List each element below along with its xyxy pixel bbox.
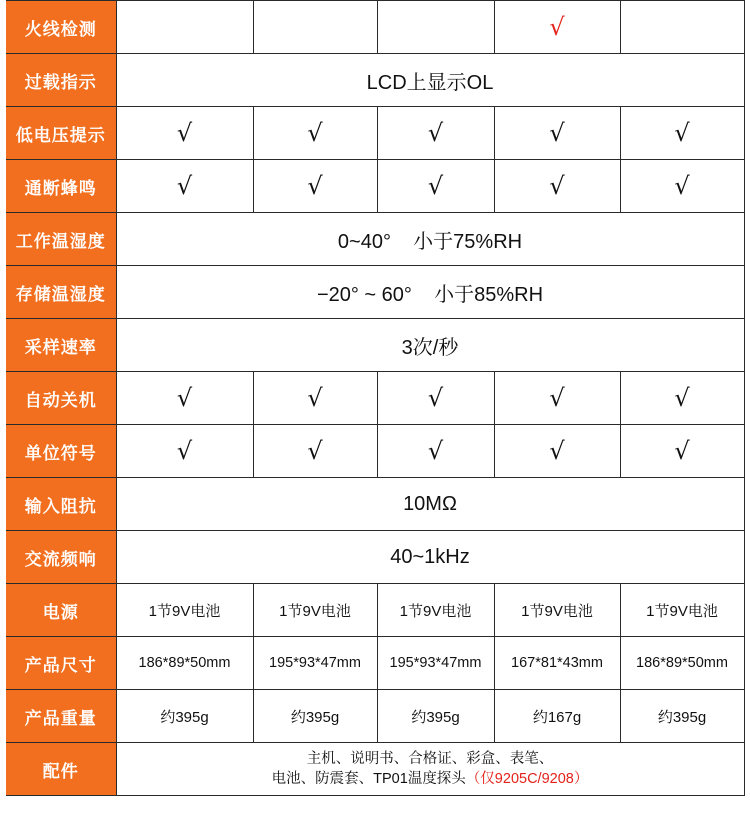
table-row-auto-off — [6, 372, 744, 425]
weight-cell: 约395g — [116, 690, 253, 743]
check-mark: √ — [253, 372, 377, 425]
table-row-power — [6, 584, 744, 637]
operating-env-value: 0~40° 小于75%RH — [116, 213, 744, 266]
check-mark: √ — [377, 160, 494, 213]
check-mark: √ — [620, 160, 744, 213]
accessories-line-1: 主机、说明书、合格证、彩盒、表笔、 — [306, 751, 554, 767]
check-mark: √ — [116, 425, 253, 478]
row-label: 火线检测 — [6, 1, 116, 54]
sample-rate-value: 3次/秒 — [116, 319, 744, 372]
weight-cell: 约395g — [377, 690, 494, 743]
table-row-live-wire — [6, 1, 744, 54]
input-impedance-value: 10MΩ — [116, 478, 744, 531]
table-row-unit-symbol — [6, 425, 744, 478]
check-mark: √ — [494, 372, 620, 425]
row-label: 过载指示 — [6, 54, 116, 107]
table-row-storage-env — [6, 266, 744, 319]
row-label: 产品重量 — [6, 690, 116, 743]
size-cell: 186*89*50mm — [116, 637, 253, 690]
row-label: 自动关机 — [6, 372, 116, 425]
check-mark: √ — [620, 372, 744, 425]
spec-table-container — [6, 0, 744, 796]
weight-cell: 约395g — [253, 690, 377, 743]
power-cell: 1节9V电池 — [377, 584, 494, 637]
accessories-model-note: （仅9205C/9208） — [465, 771, 589, 787]
check-mark: √ — [494, 425, 620, 478]
live-wire-check-mark: √ — [494, 1, 620, 54]
size-cell: 195*93*47mm — [253, 637, 377, 690]
power-cell: 1节9V电池 — [253, 584, 377, 637]
table-row-continuity — [6, 160, 744, 213]
ac-response-value: 40~1kHz — [116, 531, 744, 584]
table-row-sample-rate — [6, 319, 744, 372]
weight-cell: 约167g — [494, 690, 620, 743]
table-row-size — [6, 637, 744, 690]
storage-env-value: −20° ~ 60° 小于85%RH — [116, 266, 744, 319]
check-mark: √ — [377, 372, 494, 425]
overload-value: LCD上显示OL — [116, 54, 744, 107]
check-mark: √ — [116, 160, 253, 213]
table-row-input-impedance — [6, 478, 744, 531]
live-wire-cell — [620, 1, 744, 54]
spec-table — [6, 0, 745, 796]
accessories-line-2 — [117, 769, 744, 789]
table-row-overload — [6, 54, 744, 107]
power-cell: 1节9V电池 — [494, 584, 620, 637]
check-mark: √ — [377, 107, 494, 160]
size-cell: 186*89*50mm — [620, 637, 744, 690]
check-mark: √ — [116, 107, 253, 160]
check-mark: √ — [494, 160, 620, 213]
row-label: 电源 — [6, 584, 116, 637]
table-row-weight — [6, 690, 744, 743]
table-row-ac-response — [6, 531, 744, 584]
check-mark: √ — [116, 372, 253, 425]
row-label: 通断蜂鸣 — [6, 160, 116, 213]
row-label: 交流频响 — [6, 531, 116, 584]
power-cell: 1节9V电池 — [116, 584, 253, 637]
accessories-line-2-text: 电池、防震套、TP01温度探头 — [271, 771, 466, 787]
row-label: 单位符号 — [6, 425, 116, 478]
row-label: 采样速率 — [6, 319, 116, 372]
table-row-operating-env — [6, 213, 744, 266]
table-row-low-battery — [6, 107, 744, 160]
row-label: 产品尺寸 — [6, 637, 116, 690]
weight-cell: 约395g — [620, 690, 744, 743]
check-mark: √ — [620, 425, 744, 478]
row-label: 存储温湿度 — [6, 266, 116, 319]
row-label: 工作温湿度 — [6, 213, 116, 266]
row-label: 低电压提示 — [6, 107, 116, 160]
check-mark: √ — [253, 107, 377, 160]
table-row-accessories — [6, 743, 744, 796]
check-mark: √ — [620, 107, 744, 160]
check-mark: √ — [494, 107, 620, 160]
row-label: 输入阻抗 — [6, 478, 116, 531]
size-cell: 195*93*47mm — [377, 637, 494, 690]
size-cell: 167*81*43mm — [494, 637, 620, 690]
check-mark: √ — [253, 425, 377, 478]
check-mark: √ — [253, 160, 377, 213]
live-wire-cell — [116, 1, 253, 54]
row-label: 配件 — [6, 743, 116, 796]
power-cell: 1节9V电池 — [620, 584, 744, 637]
live-wire-cell — [377, 1, 494, 54]
check-mark: √ — [377, 425, 494, 478]
live-wire-cell — [253, 1, 377, 54]
accessories-value — [116, 743, 744, 796]
